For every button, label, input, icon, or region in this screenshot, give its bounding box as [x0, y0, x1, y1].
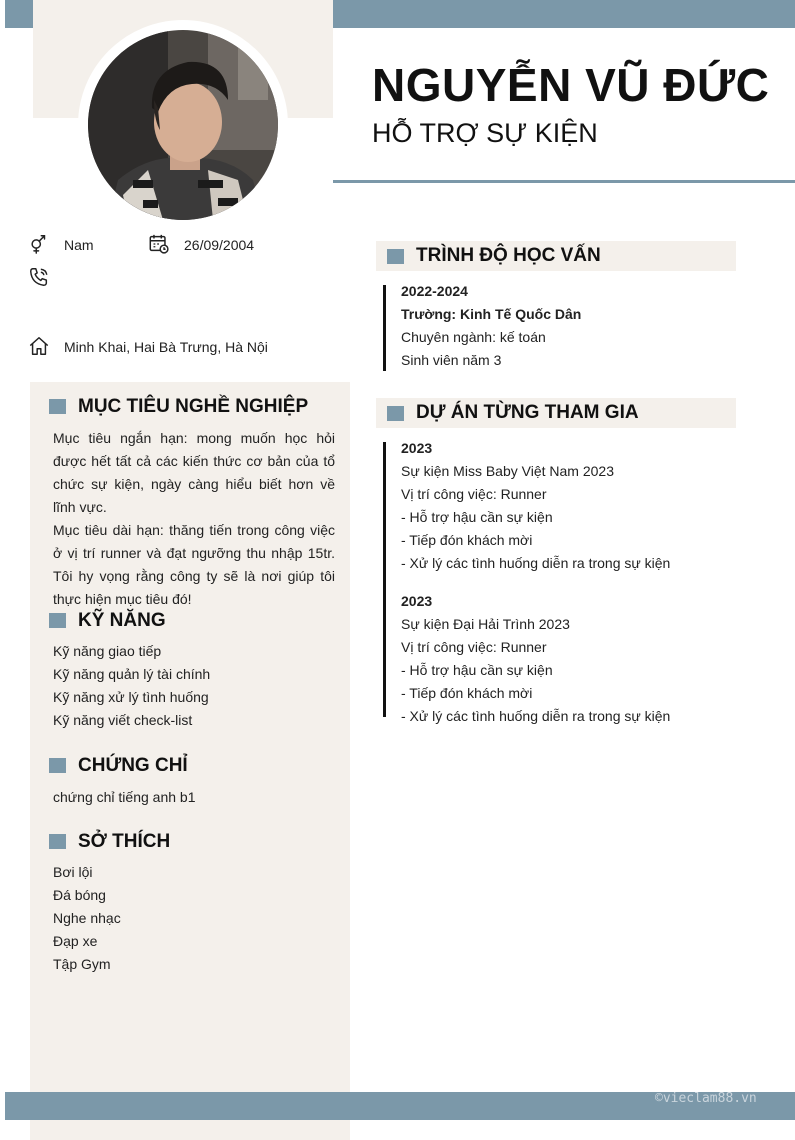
project-task: - Hỗ trợ hậu cần sự kiện [401, 662, 553, 678]
project-task: - Tiếp đón khách mời [401, 532, 533, 548]
education-period: 2022-2024 [401, 283, 468, 299]
project-year: 2023 [401, 593, 433, 609]
section-marker [49, 834, 66, 849]
project-entry [401, 590, 741, 728]
home-icon [28, 335, 50, 362]
education-title: TRÌNH ĐỘ HỌC VẤN [416, 245, 601, 266]
objective-text [53, 427, 335, 611]
objective-short-term: Mục tiêu ngắn hạn: mong muốn học hỏi được hết tất cả các kiến thức cơ bản của tổ chức sự kiện, ngày càng hiểu biết hơn về lĩnh vực. [53, 430, 335, 515]
gender-value: Nam [64, 237, 94, 253]
list-item: Tập Gym [53, 956, 111, 972]
avatar [88, 30, 278, 220]
watermark: ©vieclam88.vn [655, 1091, 757, 1106]
list-item: chứng chỉ tiếng anh b1 [53, 789, 196, 805]
section-marker [49, 399, 66, 414]
education-timeline [383, 285, 386, 371]
project-event: Sự kiện Đại Hải Trình 2023 [401, 616, 570, 632]
skills-list [53, 640, 335, 732]
list-item: Kỹ năng xử lý tình huống [53, 689, 209, 705]
project-year: 2023 [401, 440, 433, 456]
header-divider [333, 180, 795, 183]
projects-timeline [383, 442, 386, 717]
list-item: Nghe nhạc [53, 910, 121, 926]
address-value: Minh Khai, Hai Bà Trưng, Hà Nội [64, 339, 268, 355]
list-item: Đá bóng [53, 887, 106, 903]
candidate-name: NGUYỄN VŨ ĐỨC [372, 59, 770, 111]
projects-title: DỰ ÁN TỪNG THAM GIA [416, 402, 639, 423]
education-status: Sinh viên năm 3 [401, 352, 502, 368]
project-task: - Hỗ trợ hậu cần sự kiện [401, 509, 553, 525]
candidate-role: HỖ TRỢ SỰ KIỆN [372, 118, 598, 148]
objective-title: MỤC TIÊU NGHỀ NGHIỆP [78, 396, 309, 417]
section-marker [49, 758, 66, 773]
list-item: Bơi lội [53, 864, 93, 880]
project-event: Sự kiện Miss Baby Việt Nam 2023 [401, 463, 614, 479]
project-entry [401, 437, 741, 575]
project-position: Vị trí công việc: Runner [401, 486, 547, 502]
calendar-icon [148, 233, 170, 260]
gender-icon [28, 233, 50, 260]
project-task: - Xử lý các tình huống diễn ra trong sự kiện [401, 708, 671, 724]
phone-icon [28, 266, 50, 293]
list-item: Kỹ năng giao tiếp [53, 643, 162, 659]
certificates-title: CHỨNG CHỈ [78, 755, 188, 776]
hobbies-list [53, 861, 335, 976]
section-marker [387, 249, 404, 264]
section-marker [49, 613, 66, 628]
list-item: Đạp xe [53, 933, 98, 949]
project-task: - Tiếp đón khách mời [401, 685, 533, 701]
birthdate-value: 26/09/2004 [184, 237, 255, 253]
list-item: Kỹ năng quản lý tài chính [53, 666, 211, 682]
education-entry [401, 280, 731, 372]
education-major: Chuyên ngành: kế toán [401, 329, 546, 345]
hobbies-title: SỞ THÍCH [78, 831, 171, 852]
list-item: Kỹ năng viết check-list [53, 712, 193, 728]
education-school: Trường: Kinh Tế Quốc Dân [401, 306, 582, 322]
project-position: Vị trí công việc: Runner [401, 639, 547, 655]
project-task: - Xử lý các tình huống diễn ra trong sự kiện [401, 555, 671, 571]
section-marker [387, 406, 404, 421]
profile-photo-icon [88, 30, 278, 220]
objective-long-term: Mục tiêu dài hạn: thăng tiến trong công việc ở vị trí runner và đạt ngưỡng thu nhập 15tr. Tôi hy vọng rằng công ty sẽ là nơi giúp tôi thực hiện mục tiêu đó! [53, 522, 335, 607]
skills-title: KỸ NĂNG [78, 610, 166, 631]
certificates-list [53, 786, 335, 809]
